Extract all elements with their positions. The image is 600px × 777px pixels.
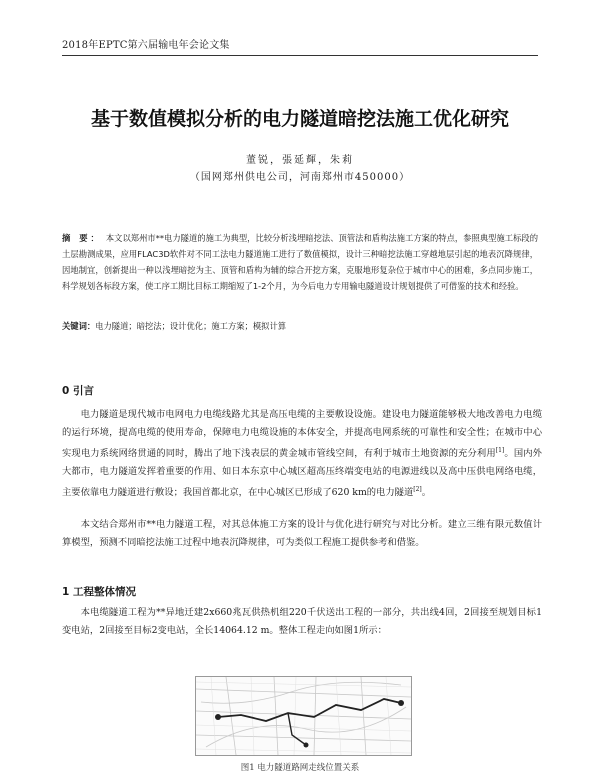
section-1-paragraph-1: 本电缆隧道工程为**异地迁建2x660兆瓦供热机组220千伏送出工程的一部分，共出线4回，2回接至规划目标1变电站，2回接至目标2变电站，全长14064.12 m。整体工程走向如图1所示： [62,607,542,636]
end-substation-marker [398,700,404,706]
paper-title: 基于数值模拟分析的电力隧道暗挖法施工优化研究 [90,108,509,130]
intro-p1-end: 。 [421,487,432,499]
tunnel-branch-line [288,713,306,745]
intro-p1-text: 电力隧道是现代城市电网电力电缆线路尤其是高压电缆的主要敷设设施。建设电力隧道能够极大地改善电力电缆的运行环境，提高电缆的使用寿命，保障电力电缆设施的本体安全，并提高电网系统的可靠性和安全性；在城市中心实现电力系统网络贯通的同时，腾出了地下浅表层的黄金城市管线空间，有利于城市土地资源的充分利用 [62,409,542,460]
section-heading-1: 1 工程整体情况 [62,586,136,598]
running-header: 2018年EPTC第六届输电年会论文集 [62,40,230,51]
abstract-block [62,230,538,294]
citation-ref-1[interactable]: [1] [495,447,505,454]
abstract-text: 本文以郑州市**电力隧道的施工为典型，比较分析浅埋暗挖法、顶管法和盾构法施工方案的特点，参照典型施工标段的土层勘测成果，应用FLAC3D软件对不同工法电力隧道施工进行了数值模拟，设计三种暗挖法施工穿越地层引起的地表沉降规律，因地制宜，创新提出一种以浅埋暗挖为主、顶管和盾构为辅的综合开挖方案，克服地形复杂位于城市中心的困难，多点同步施工，科学规划各标段方案，使工序工期比目标工期缩短了1-2个月，为今后电力专用输电隧道设计规划提供了可借鉴的技术和经验。 [62,233,538,291]
branch-substation-marker [304,743,309,748]
intro-p1-continued: 。国内外大都市，电力隧道发挥着重要的作用、如日本东京中心城区超高压终端变电站的电源进线以及高中压供电网络电缆，主要依靠电力隧道进行敷设；我国首都北京，在中心城区已形成了620 km的电力隧道 [62,448,542,499]
intro-paragraph-1 [62,406,542,502]
section-heading-intro: 0 引言 [62,385,94,397]
keywords-text: 电力隧道；暗挖法；设计优化；施工方案；模拟计算 [95,321,287,331]
author-list: 董锐，張延輝，朱莉 [246,155,354,166]
figure-1-route-map [195,676,412,756]
header-divider [62,55,538,56]
intro-paragraph-2: 本文结合郑州市**电力隧道工程，对其总体施工方案的设计与优化进行研究与对比分析。建立三维有限元数值计算模型，预测不同暗挖法施工过程中地表沉降规律，可为类似工程施工提供参考和借鉴。 [62,519,542,548]
affiliation: （国网郑州供电公司，河南郑州市450000） [189,172,411,183]
abstract-label: 摘 要： [62,233,102,243]
route-map-graphic [196,677,411,755]
citation-ref-2[interactable]: [2] [413,486,422,494]
keywords-label: 关键词： [62,321,96,331]
figure-1-caption: 图1 电力隧道路网走线位置关系 [240,763,360,773]
start-substation-marker [215,714,221,720]
keywords-block [62,320,538,332]
